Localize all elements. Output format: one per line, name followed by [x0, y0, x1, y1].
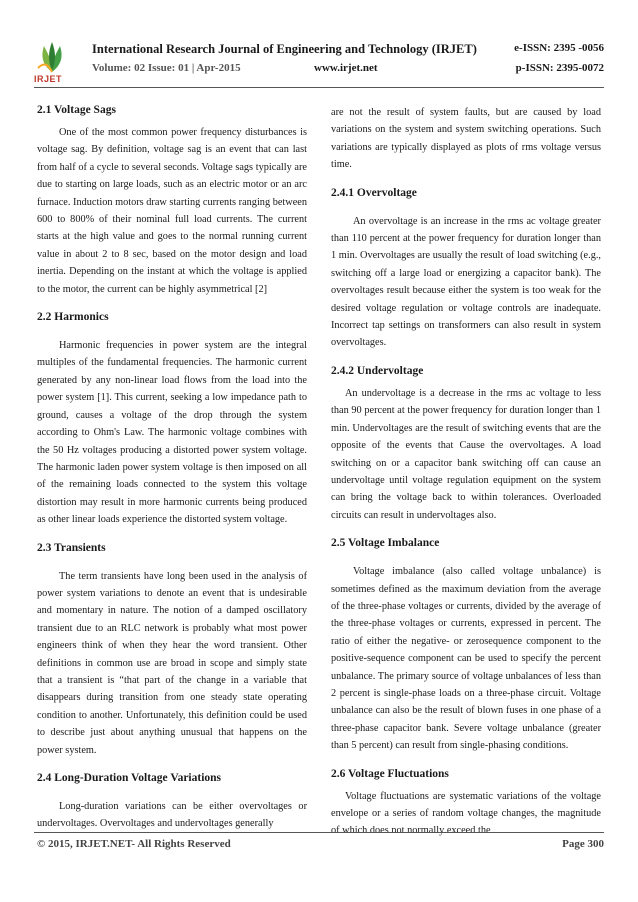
section-heading: 2.2 Harmonics	[37, 311, 109, 324]
journal-title: International Research Journal of Engineering and Technology (IRJET)	[92, 42, 477, 56]
section-heading: 2.6 Voltage Fluctuations	[331, 767, 449, 780]
volume-issue: Volume: 02 Issue: 01 | Apr-2015	[92, 62, 241, 74]
left-column	[37, 104, 307, 833]
page-header	[34, 40, 604, 86]
section-heading: 2.4 Long-Duration Voltage Variations	[37, 772, 222, 784]
pissn: p-ISSN: 2395-0072	[515, 62, 604, 74]
page-number: Page 300	[562, 838, 604, 850]
header-divider	[34, 87, 604, 88]
paragraph: are not the result of system faults, but are caused by load variations on the system and system switching operations. Such variations are typically displayed as plots of rms voltage versus time.	[331, 107, 601, 171]
paragraph: The term transients have long been used in the analysis of power system variations to denote an event that is undesirable and momentary in nature. The notion of a damped oscillatory transient due to an RLC network is probably what most power engineers think of when they hear the word transient. Other definitions in common use are broad in scope and simply state that a transient is “that part of the change in a variable that disappears during transition from one steady state operating condition to another. Unfortunately, this definition could be used to describe just about anything unusual that happens on the power system.	[37, 570, 307, 756]
section-heading: 2.1 Voltage Sags	[37, 104, 116, 116]
website-link[interactable]: www.irjet.net	[314, 62, 378, 74]
paragraph: One of the most common power frequency disturbances is voltage sag. By definition, voltage sag is an event that can last from half of a cycle to several seconds. Voltage sags typically are due to starting on large loads, such as an electric motor or an arc furnace. Induction motors draw starting currents ranging between 600 to 800% of their nominal full load currents. The current starts at the high value and goes to the normal running current value in about 2 to 8 sec, based on the motor design and load inertia. Depending on the instant at which the voltage is applied to the motor, the current can be highly asymmetrical [2]	[37, 127, 307, 295]
section-heading: 2.3 Transients	[37, 541, 106, 554]
section-heading: 2.4.1 Overvoltage	[331, 186, 417, 199]
right-column	[331, 104, 601, 840]
section-heading: 2.4.2 Undervoltage	[331, 364, 424, 377]
section-heading: 2.5 Voltage Imbalance	[331, 537, 440, 550]
copyright: © 2015, IRJET.NET- All Rights Reserved	[37, 838, 231, 850]
paragraph: Voltage imbalance (also called voltage unbalance) is sometimes defined as the maximum deviation from the average of the three-phase voltages or currents, divided by the average of the three-phase voltages or currents, expressed in percent. The ratio of either the negative- or zerosequence component to the positive-sequence component can be used to specify the percent unbalance. The primary source of voltage unbalances of less than 2 percent is single-phase loads on a three-phase circuit. Voltage unbalance can also be the result of blown fuses in one phase of a three-phase capacitor bank. Severe voltage unbalance (greater than 5 percent) can result from single-phasing conditions.	[331, 566, 601, 752]
paragraph: An overvoltage is an increase in the rms ac voltage greater than 110 percent at the power frequency for duration longer than 1 min. Overvoltages are usually the result of load switching (e.g., switching off a large load or energizing a capacitor bank). The overvoltages result because either the system is too weak for the desired voltage regulation or voltage controls are inadequate. Incorrect tap settings on transformers can also result in system overvoltages.	[331, 215, 601, 349]
eissn: e-ISSN: 2395 -0056	[514, 42, 604, 54]
paragraph: An undervoltage is a decrease in the rms ac voltage to less than 90 percent at the power frequency for duration longer than 1 min. Undervoltages are the result of switching events that are the opposite of the events that Cause the overvoltages. A load switching on or a capacitor bank switching off can cause an undervoltage until voltage regulation equipment on the system can bring the voltage back to within tolerances. Overloaded circuits can result in undervoltages also.	[331, 387, 601, 521]
paragraph: Long-duration variations can be either overvoltages or undervoltages. Overvoltages and undervoltages generally	[37, 801, 307, 830]
paragraph: Voltage fluctuations are systematic variations of the voltage envelope or a series of random voltage changes, the magnitude of which does not normally exceed the	[331, 790, 601, 837]
paragraph: Harmonic frequencies in power system are the integral multiples of the fundamental frequencies. The harmonic current generated by any non-linear load flows from the load into the power system [1]. This current, seeking a low impedance path to ground, causes a voltage of the drop through the system according to Ohm's Law. The harmonic voltage combines with the 50 Hz voltages producing a distorted power system voltage. The harmonic laden power system voltage is then imposed on all of the remaining loads connected to the system this voltage distortion may result in more harmonic currents being produced as other linear loads experience the distorted system voltage.	[37, 340, 307, 526]
leaf-logo-icon	[34, 40, 70, 74]
footer-divider	[34, 832, 604, 833]
logo-text: IRJET	[34, 74, 63, 84]
irjet-logo	[34, 40, 70, 86]
